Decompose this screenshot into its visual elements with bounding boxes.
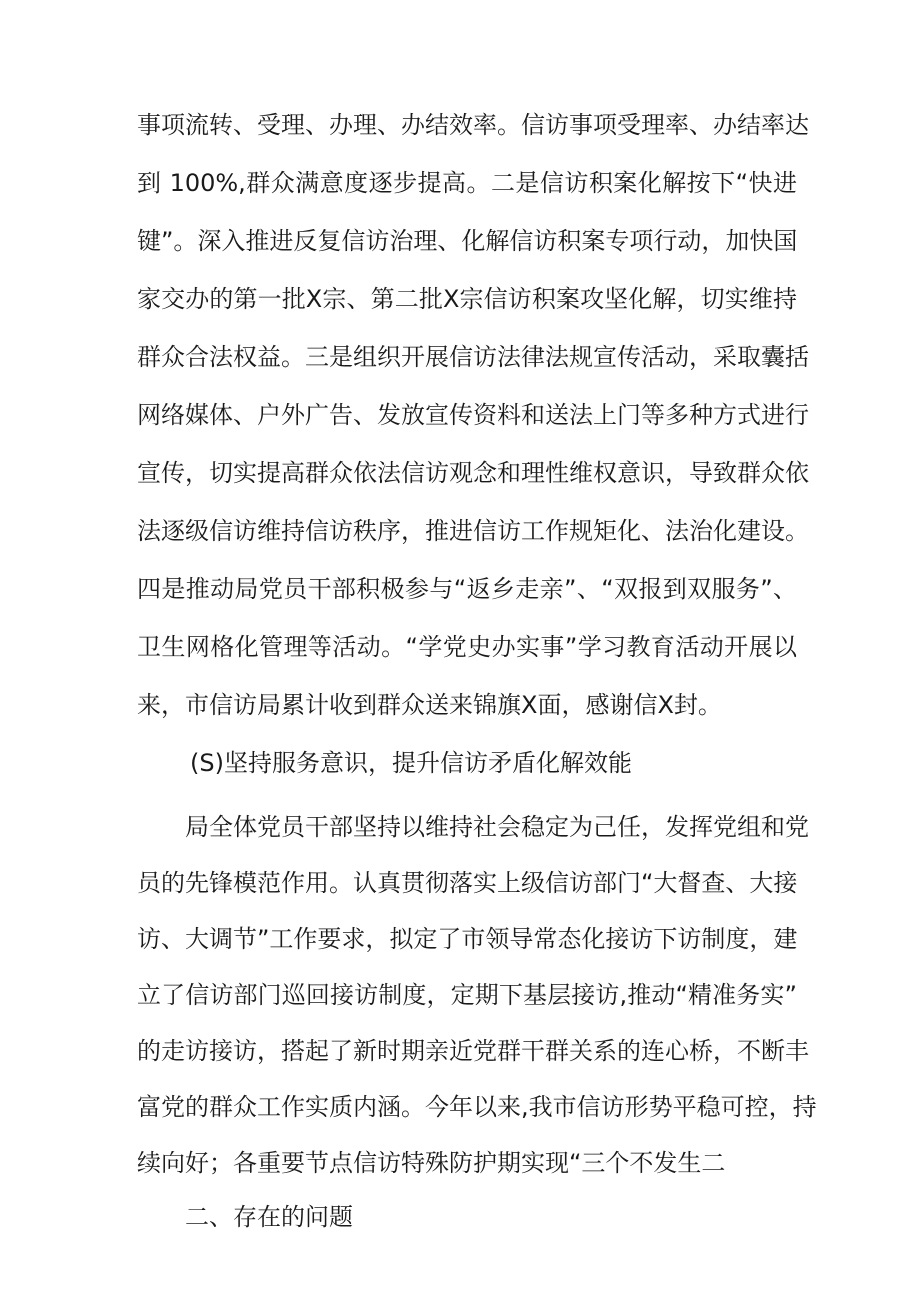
paragraph-2-line-5: 的走访接访，搭起了新时期亲近党群干群关系的连心桥，不断丰 [137, 1037, 809, 1065]
section-2-heading: 二、存在的问题 [185, 1203, 353, 1231]
paragraph-1-line-5: 群众合法权益。三是组织开展信访法律法规宣传活动，采取囊括 [137, 343, 809, 371]
paragraph-1-line-9: 四是推动局党员干部积极参与“返乡走亲”、“双报到双服务”、 [137, 575, 797, 603]
paragraph-1-line-1: 事项流转、受理、办理、办结效率。信访事项受理率、办结率达 [137, 111, 809, 139]
paragraph-2-line-2: 员的先锋模范作用。认真贯彻落实上级信访部门“大督查、大接 [137, 869, 798, 897]
paragraph-2-line-1: 局全体党员干部坚持以维持社会稳定为己任，发挥党组和党 [185, 813, 809, 841]
paragraph-2-line-3: 访、大调节”工作要求，拟定了市领导常态化接访下访制度，建 [137, 925, 798, 953]
paragraph-2-line-6: 富党的群众工作实质内涵。今年以来,我市信访形势平稳可控，持 [137, 1093, 817, 1121]
paragraph-1-line-7: 宣传，切实提高群众依法信访观念和理性维权意识，导致群众依 [137, 459, 809, 487]
paragraph-1-line-3: 键”。深入推进反复信访治理、化解信访积案专项行动，加快国 [137, 227, 798, 255]
section-heading: (S)坚持服务意识，提升信访矛盾化解效能 [190, 749, 632, 777]
paragraph-1-line-11: 来，市信访局累计收到群众送来锦旗X面，感谢信X封。 [137, 691, 722, 719]
paragraph-1-line-8: 法逐级信访维持信访秩序，推进信访工作规矩化、法治化建设。 [137, 517, 809, 545]
paragraph-1-line-10: 卫生网格化管理等活动。“学党史办实事”学习教育活动开展以 [137, 633, 797, 661]
paragraph-1-line-2: 到 100%,群众满意度逐步提高。二是信访积案化解按下“快进 [137, 169, 797, 197]
paragraph-2-line-4: 立了信访部门巡回接访制度，定期下基层接访,推动“精准务实” [137, 981, 797, 1009]
paragraph-1-line-4: 家交办的第一批X宗、第二批X宗信访积案攻坚化解，切实维持 [137, 285, 797, 313]
paragraph-1-line-6: 网络媒体、户外广告、发放宣传资料和送法上门等多种方式进行 [137, 401, 809, 429]
paragraph-2-line-7: 续向好；各重要节点信访特殊防护期实现“三个不发生二 [137, 1149, 726, 1177]
